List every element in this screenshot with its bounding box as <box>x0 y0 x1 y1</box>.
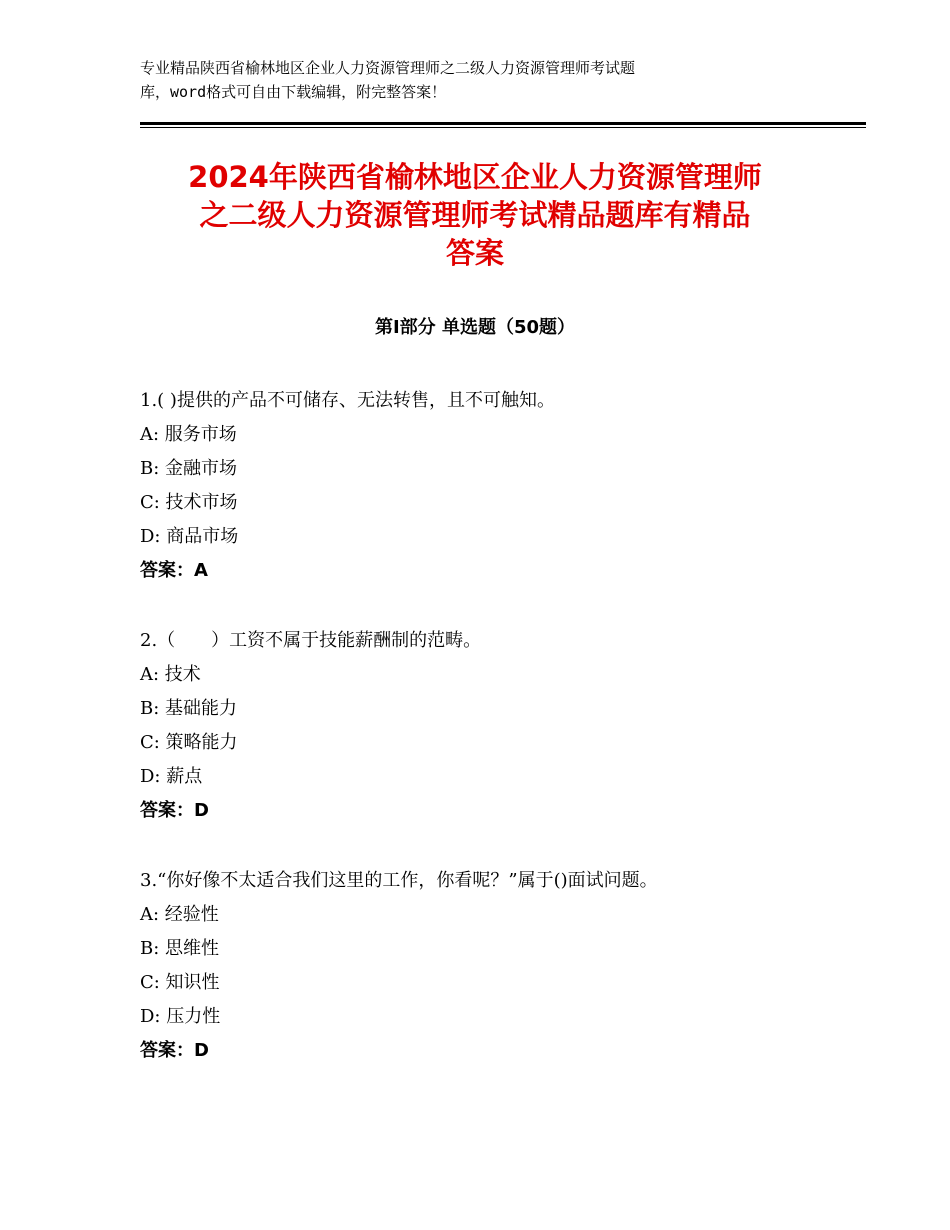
document-title-line-1: 2024年陕西省榆林地区企业人力资源管理师 <box>188 160 762 194</box>
option-c: C: 知识性 <box>140 972 220 993</box>
option-c: C: 技术市场 <box>140 492 238 513</box>
document-title-line-3: 答案 <box>445 236 504 270</box>
header-note-line-2: 库，word格式可自由下载编辑，附完整答案！ <box>140 83 447 101</box>
answer-label: 答案：A <box>140 560 208 581</box>
header-note-line-1: 专业精品陕西省榆林地区企业人力资源管理师之二级人力资源管理师考试题 <box>140 59 636 77</box>
option-d: D: 压力性 <box>140 1006 221 1027</box>
option-d: D: 商品市场 <box>140 526 239 547</box>
header-rule-thick <box>140 122 866 125</box>
answer-label: 答案：D <box>140 1040 209 1061</box>
option-b: B: 基础能力 <box>140 698 238 719</box>
section-title: 第Ⅰ部分 单选题（50题） <box>374 317 575 338</box>
answer-label: 答案：D <box>140 800 209 821</box>
question-stem: 3.“你好像不太适合我们这里的工作，你看呢？”属于()面试问题。 <box>140 870 658 891</box>
question-1 <box>140 384 840 588</box>
option-a: A: 技术 <box>140 664 201 685</box>
option-a: A: 服务市场 <box>140 424 237 445</box>
option-a: A: 经验性 <box>140 904 219 925</box>
question-list <box>140 384 840 1104</box>
question-2 <box>140 624 840 828</box>
question-stem: 1.( )提供的产品不可储存、无法转售，且不可触知。 <box>140 390 555 411</box>
question-stem: 2.（ ）工资不属于技能薪酬制的范畴。 <box>140 630 482 651</box>
option-b: B: 思维性 <box>140 938 220 959</box>
header-note <box>140 56 800 104</box>
option-c: C: 策略能力 <box>140 732 238 753</box>
document-title <box>120 158 830 272</box>
option-d: D: 薪点 <box>140 766 203 787</box>
document-title-line-2: 之二级人力资源管理师考试精品题库有精品 <box>199 198 751 232</box>
option-b: B: 金融市场 <box>140 458 238 479</box>
question-3 <box>140 864 840 1068</box>
header-rule-thin <box>140 127 866 128</box>
